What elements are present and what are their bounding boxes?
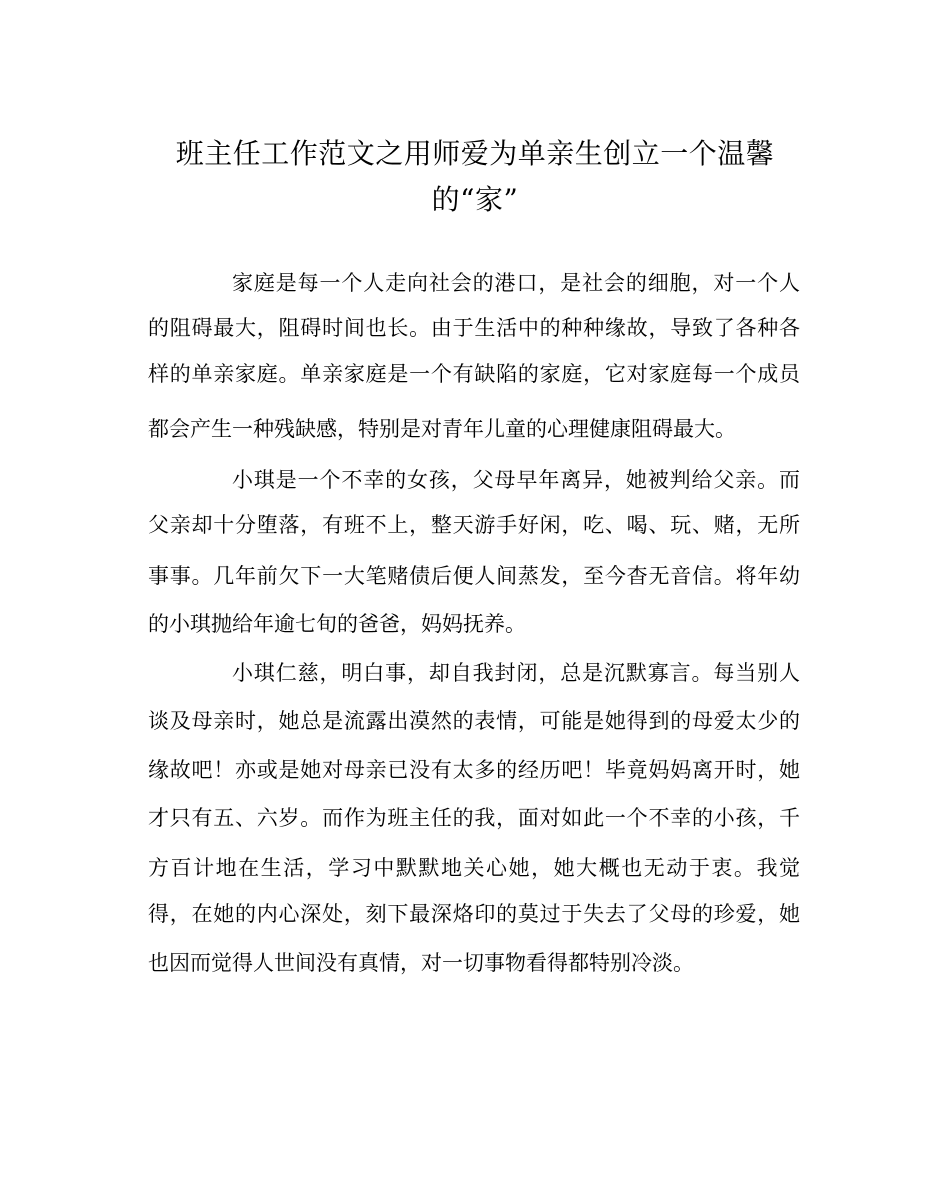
paragraph-2-line-3: 事事。几年前欠下一大笔赌债后便人间蒸发，至今杳无音信。将年幼 <box>148 564 800 588</box>
document-title-line-2: 的“家” <box>431 183 519 216</box>
paragraph-1-line-3: 样的单亲家庭。单亲家庭是一个有缺陷的家庭，它对家庭每一个成员 <box>148 362 800 386</box>
paragraph-3-line-2: 谈及母亲时，她总是流露出漠然的表情，可能是她得到的母爱太少的 <box>148 709 800 733</box>
paragraph-3-line-4: 才只有五、六岁。而作为班主任的我，面对如此一个不幸的小孩，千 <box>148 806 800 830</box>
paragraph-3-line-7: 也因而觉得人世间没有真情，对一切事物看得都特别冷淡。 <box>148 951 694 975</box>
paragraph-1-line-2: 的阻碍最大，阻碍时间也长。由于生活中的种种缘故，导致了各种各 <box>148 316 800 340</box>
paragraph-3-line-5: 方百计地在生活，学习中默默地关心她，她大概也无动于衷。我觉 <box>148 856 800 880</box>
paragraph-3-line-1: 小琪仁慈，明白事，却自我封闭，总是沉默寡言。每当别人 <box>232 661 800 685</box>
paragraph-2-line-1: 小琪是一个不幸的女孩，父母早年离异，她被判给父亲。而 <box>232 468 800 492</box>
paragraph-1-line-1: 家庭是每一个人走向社会的港口，是社会的细胞，对一个人 <box>232 271 800 295</box>
paragraph-3-line-6: 得，在她的内心深处，刻下最深烙印的莫过于失去了父母的珍爱，她 <box>148 902 800 926</box>
paragraph-2-line-4: 的小琪抛给年逾七旬的爸爸，妈妈抚养。 <box>148 612 526 636</box>
document-title-line-1: 班主任工作范文之用师爱为单亲生创立一个温馨 <box>175 137 775 170</box>
paragraph-1-line-4: 都会产生一种残缺感，特别是对青年儿童的心理健康阻碍最大。 <box>148 417 736 441</box>
paragraph-3-line-3: 缘故吧！亦或是她对母亲已没有太多的经历吧！毕竟妈妈离开时，她 <box>148 758 800 782</box>
paragraph-2-line-2: 父亲却十分堕落，有班不上，整天游手好闲，吃、喝、玩、赌，无所 <box>148 513 800 537</box>
